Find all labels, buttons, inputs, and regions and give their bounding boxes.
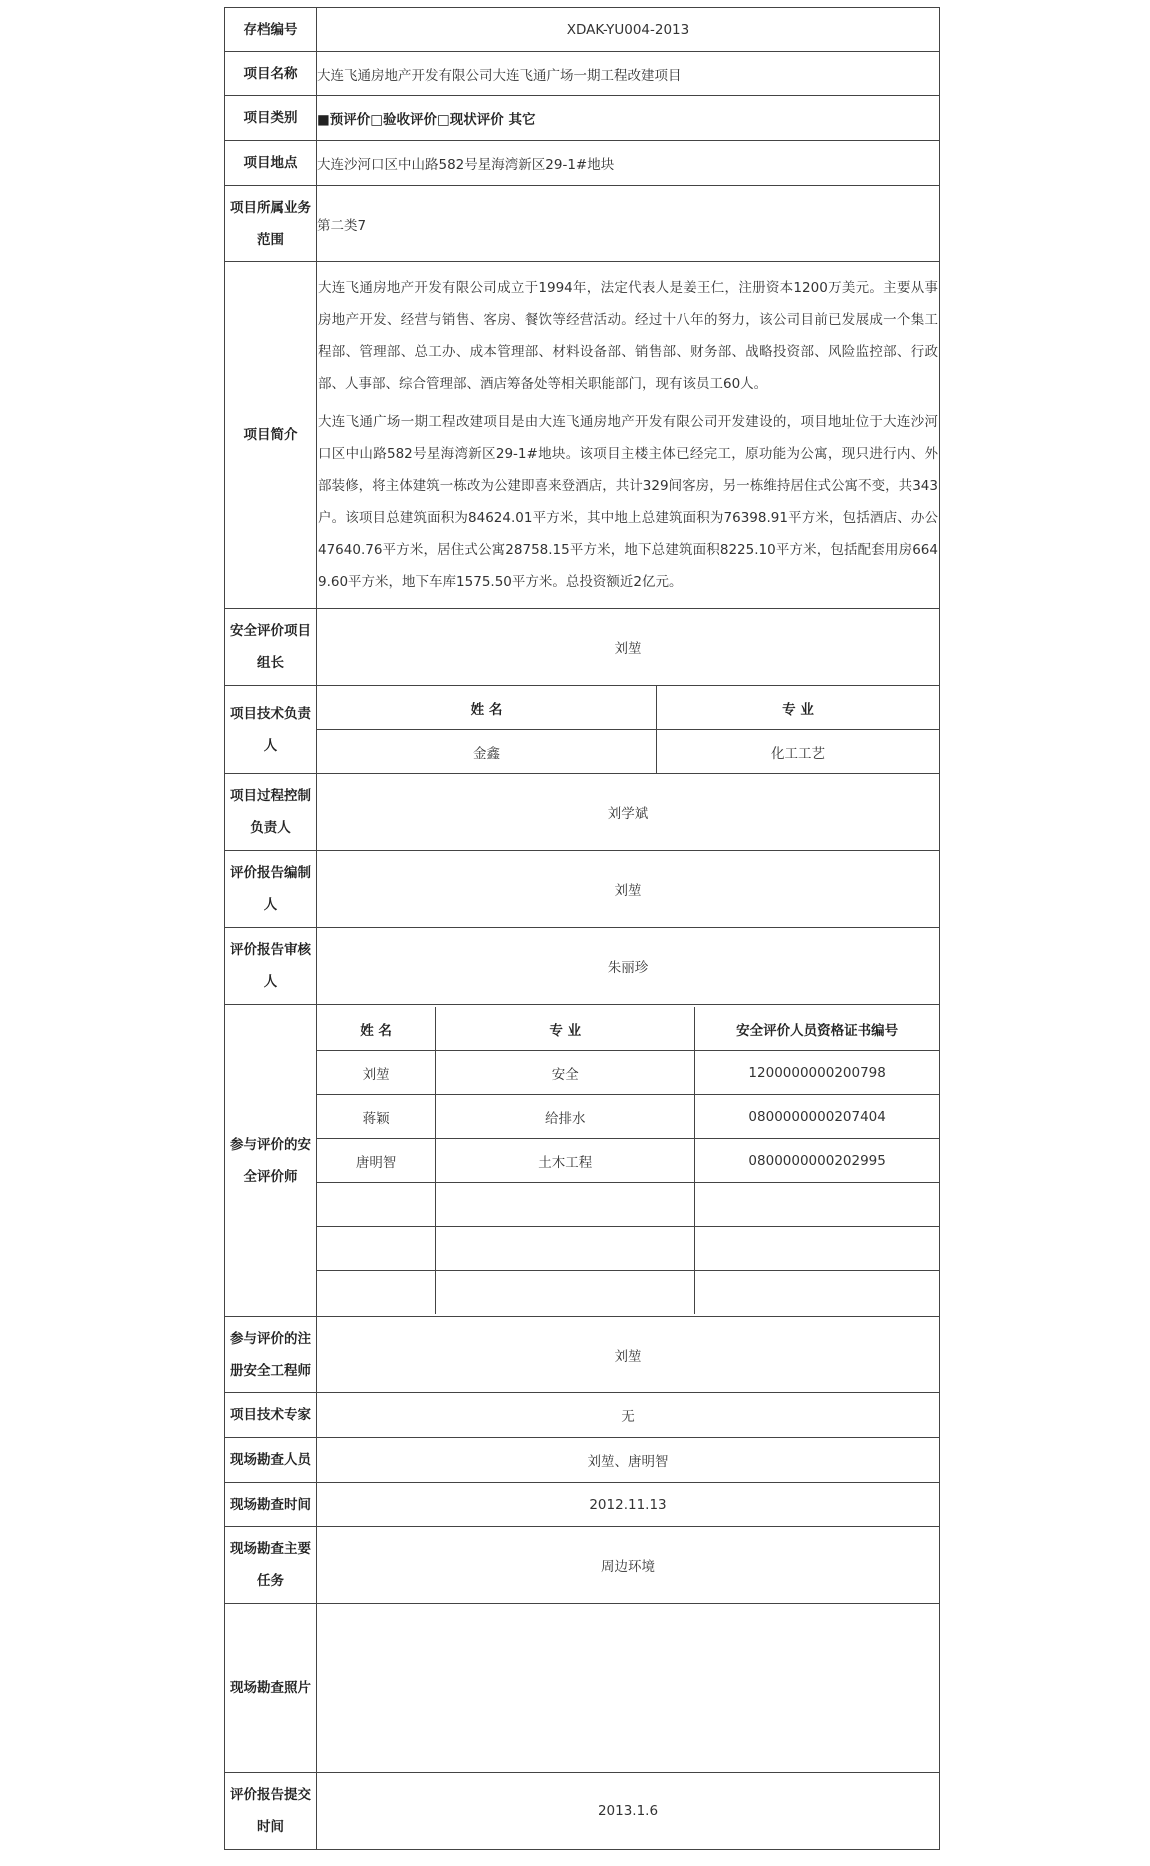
site-survey-task-value: 周边环境 <box>317 1527 940 1604</box>
report-author-value: 刘堃 <box>317 851 940 928</box>
evaluator-cert-no <box>695 1271 939 1315</box>
archive-no-label: 存档编号 <box>225 8 317 52</box>
row-team-leader <box>225 609 940 686</box>
row-site-survey-staff <box>225 1438 940 1483</box>
site-survey-photos-value <box>317 1604 940 1773</box>
evaluator-name: 蒋颖 <box>317 1095 436 1139</box>
team-leader-value: 刘堃 <box>317 609 940 686</box>
row-project-name <box>225 52 940 96</box>
report-reviewer-label: 评价报告审核人 <box>225 928 317 1005</box>
tech-lead-major-header: 专 业 <box>656 686 939 730</box>
table-row <box>317 1139 939 1183</box>
process-control-label: 项目过程控制负责人 <box>225 774 317 851</box>
project-location-value: 大连沙河口区中山路582号星海湾新区29-1#地块 <box>317 141 940 186</box>
row-report-reviewer <box>225 928 940 1005</box>
project-name-label: 项目名称 <box>225 52 317 96</box>
tech-lead-name-header: 姓 名 <box>317 686 656 730</box>
report-author-label: 评价报告编制人 <box>225 851 317 928</box>
evaluator-name: 唐明智 <box>317 1139 436 1183</box>
report-submit-time-value: 2013.1.6 <box>317 1773 940 1850</box>
evaluator-major-header: 专 业 <box>436 1007 695 1051</box>
tech-lead-label: 项目技术负责人 <box>225 686 317 774</box>
row-evaluators <box>225 1005 940 1317</box>
business-scope-label: 项目所属业务范围 <box>225 186 317 262</box>
intro-paragraph: 大连飞通广场一期工程改建项目是由大连飞通房地产开发有限公司开发建设的，项目地址位于大连沙河口区中山路582号星海湾新区29-1#地块。该项目主楼主体已经完工，原功能为公寓，现只进行内、外部装修，将主体建筑一栋改为公建即喜来登酒店，共计329间客房，另一栋维持居住式公寓不变，共343户。该项目总建筑面积为84624.01平方米，其中地上总建筑面积为76398.91平方米，包括酒店、办公47640.76平方米，居住式公寓28758.15平方米，地下总建筑面积8225.10平方米，包括配套用房6649.60平方米，地下车库1575.50平方米。总投资额近2亿元。 <box>318 414 938 590</box>
site-survey-time-label: 现场勘查时间 <box>225 1483 317 1527</box>
project-intro-value <box>317 262 940 609</box>
row-site-survey-time <box>225 1483 940 1527</box>
site-survey-staff-value: 刘堃、唐明智 <box>317 1438 940 1483</box>
project-location-label: 项目地点 <box>225 141 317 186</box>
evaluator-cert-no <box>695 1227 939 1271</box>
row-archive-no <box>225 8 940 52</box>
evaluators-label: 参与评价的安全评价师 <box>225 1005 317 1317</box>
table-row <box>317 1271 939 1315</box>
process-control-value: 刘学斌 <box>317 774 940 851</box>
row-report-author <box>225 851 940 928</box>
evaluator-major <box>436 1227 695 1271</box>
intro-paragraph: 大连飞通房地产开发有限公司成立于1994年，法定代表人是姜王仁，注册资本1200万美元。主要从事房地产开发、经营与销售、客房、餐饮等经营活动。经过十八年的努力，该公司目前已发展成一个集工程部、管理部、总工办、成本管理部、材料设备部、销售部、财务部、战略投资部、风险监控部、行政部、人事部、综合管理部、酒店筹备处等相关职能部门，现有该员工60人。 <box>318 280 938 392</box>
evaluator-major: 土木工程 <box>436 1139 695 1183</box>
evaluator-major <box>436 1183 695 1227</box>
business-scope-value: 第二类7 <box>317 186 940 262</box>
tech-lead-name: 金鑫 <box>317 730 656 774</box>
tech-lead-subtable-cell <box>317 686 940 774</box>
row-site-survey-task <box>225 1527 940 1604</box>
tech-lead-subtable <box>317 686 939 773</box>
evaluator-major <box>436 1271 695 1315</box>
evaluator-name-header: 姓 名 <box>317 1007 436 1051</box>
evaluator-cert-no: 0800000000207404 <box>695 1095 939 1139</box>
project-type-label: 项目类别 <box>225 96 317 141</box>
table-row <box>317 1227 939 1271</box>
evaluators-subtable-cell <box>317 1005 940 1317</box>
project-name-value: 大连飞通房地产开发有限公司大连飞通广场一期工程改建项目 <box>317 52 940 96</box>
site-survey-staff-label: 现场勘查人员 <box>225 1438 317 1483</box>
evaluator-name <box>317 1227 436 1271</box>
site-survey-time-value: 2012.11.13 <box>317 1483 940 1527</box>
registered-engineer-label: 参与评价的注册安全工程师 <box>225 1317 317 1393</box>
project-intro-label: 项目简介 <box>225 262 317 609</box>
row-tech-lead <box>225 686 940 774</box>
evaluator-major: 安全 <box>436 1051 695 1095</box>
row-report-submit-time <box>225 1773 940 1850</box>
archive-record-sheet <box>224 7 940 1850</box>
evaluators-subtable <box>317 1007 939 1314</box>
row-tech-expert <box>225 1393 940 1438</box>
report-submit-time-label: 评价报告提交时间 <box>225 1773 317 1850</box>
project-type-value: ■预评价□验收评价□现状评价 其它 <box>317 96 940 141</box>
tech-lead-major: 化工工艺 <box>656 730 939 774</box>
evaluator-cert-no <box>695 1183 939 1227</box>
row-process-control <box>225 774 940 851</box>
team-leader-label: 安全评价项目组长 <box>225 609 317 686</box>
tech-expert-value: 无 <box>317 1393 940 1438</box>
site-survey-photos-label: 现场勘查照片 <box>225 1604 317 1773</box>
evaluator-name <box>317 1271 436 1315</box>
row-project-location <box>225 141 940 186</box>
evaluator-major: 给排水 <box>436 1095 695 1139</box>
row-registered-engineer <box>225 1317 940 1393</box>
table-row <box>317 1095 939 1139</box>
row-site-survey-photos <box>225 1604 940 1773</box>
table-row <box>317 1051 939 1095</box>
evaluator-cert-no: 1200000000200798 <box>695 1051 939 1095</box>
row-business-scope <box>225 186 940 262</box>
registered-engineer-value: 刘堃 <box>317 1317 940 1393</box>
archive-no-value: XDAK-YU004-2013 <box>317 8 940 52</box>
row-project-intro <box>225 262 940 609</box>
row-project-type <box>225 96 940 141</box>
archive-form-table <box>224 7 940 1850</box>
evaluator-name <box>317 1183 436 1227</box>
evaluator-cert-no: 0800000000202995 <box>695 1139 939 1183</box>
evaluator-name: 刘堃 <box>317 1051 436 1095</box>
tech-expert-label: 项目技术专家 <box>225 1393 317 1438</box>
report-reviewer-value: 朱丽珍 <box>317 928 940 1005</box>
site-survey-task-label: 现场勘查主要任务 <box>225 1527 317 1604</box>
table-row <box>317 1183 939 1227</box>
evaluator-cert-header: 安全评价人员资格证书编号 <box>695 1007 939 1051</box>
